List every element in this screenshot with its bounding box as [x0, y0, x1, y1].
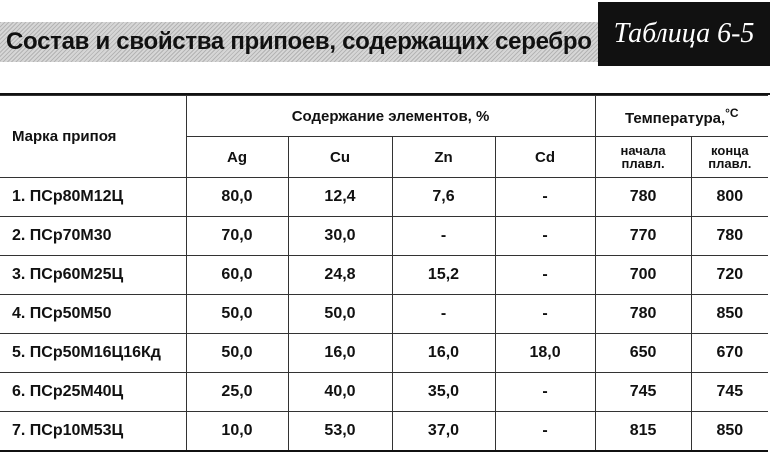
table-label: Таблица 6-5 — [598, 2, 770, 66]
cell-brand: 5. ПСр50М16Ц16Кд — [0, 334, 186, 373]
cell-cd: - — [495, 256, 595, 295]
cell-melt-end: 670 — [691, 334, 768, 373]
cell-melt-start: 780 — [595, 178, 691, 217]
cell-melt-end: 800 — [691, 178, 768, 217]
cell-melt-end: 780 — [691, 217, 768, 256]
cell-cu: 50,0 — [288, 295, 392, 334]
element-header-cu: Cu — [288, 137, 392, 178]
element-header-zn: Zn — [392, 137, 495, 178]
cell-zn: 15,2 — [392, 256, 495, 295]
cell-ag: 50,0 — [186, 295, 288, 334]
cell-ag: 10,0 — [186, 412, 288, 452]
temperature-unit: °C — [725, 105, 739, 120]
cell-melt-end: 720 — [691, 256, 768, 295]
cell-melt-start: 700 — [595, 256, 691, 295]
cell-brand: 7. ПСр10М53Ц — [0, 412, 186, 452]
cell-zn: 7,6 — [392, 178, 495, 217]
cell-ag: 80,0 — [186, 178, 288, 217]
cell-cu: 12,4 — [288, 178, 392, 217]
cell-melt-end: 850 — [691, 295, 768, 334]
cell-brand: 1. ПСр80М12Ц — [0, 178, 186, 217]
brand-header: Марка припоя — [0, 96, 186, 178]
temperature-header — [595, 96, 768, 137]
melt-start-header — [595, 137, 691, 178]
cell-melt-start: 745 — [595, 373, 691, 412]
cell-zn: 37,0 — [392, 412, 495, 452]
table-row — [0, 412, 768, 452]
cell-zn: 35,0 — [392, 373, 495, 412]
element-header-ag: Ag — [186, 137, 288, 178]
cell-melt-start: 815 — [595, 412, 691, 452]
composition-header: Содержание элементов, % — [186, 96, 595, 137]
cell-cu: 30,0 — [288, 217, 392, 256]
melt-start-line-1: начала — [620, 143, 666, 158]
cell-melt-start: 780 — [595, 295, 691, 334]
melt-start-line-2: плавл. — [621, 156, 665, 171]
cell-cu: 16,0 — [288, 334, 392, 373]
cell-ag: 50,0 — [186, 334, 288, 373]
cell-cd: 18,0 — [495, 334, 595, 373]
header-row-group — [0, 96, 768, 137]
cell-melt-end: 745 — [691, 373, 768, 412]
solder-table — [0, 95, 768, 452]
cell-cu: 40,0 — [288, 373, 392, 412]
cell-zn: 16,0 — [392, 334, 495, 373]
cell-cu: 53,0 — [288, 412, 392, 452]
cell-zn: - — [392, 217, 495, 256]
melt-end-line-1: конца — [711, 143, 749, 158]
melt-end-header — [691, 137, 768, 178]
cell-zn: - — [392, 295, 495, 334]
cell-cd: - — [495, 217, 595, 256]
cell-ag: 70,0 — [186, 217, 288, 256]
table-row — [0, 256, 768, 295]
cell-brand: 3. ПСр60М25Ц — [0, 256, 186, 295]
cell-melt-start: 770 — [595, 217, 691, 256]
cell-ag: 60,0 — [186, 256, 288, 295]
table-row — [0, 178, 768, 217]
cell-melt-start: 650 — [595, 334, 691, 373]
cell-cd: - — [495, 178, 595, 217]
table-row — [0, 217, 768, 256]
cell-brand: 2. ПСр70М30 — [0, 217, 186, 256]
cell-melt-end: 850 — [691, 412, 768, 452]
cell-brand: 4. ПСр50М50 — [0, 295, 186, 334]
temperature-header-text: Температура, — [625, 109, 726, 127]
cell-cd: - — [495, 295, 595, 334]
melt-end-line-2: плавл. — [708, 156, 752, 171]
cell-cu: 24,8 — [288, 256, 392, 295]
cell-brand: 6. ПСр25М40Ц — [0, 373, 186, 412]
table-row — [0, 295, 768, 334]
table-row — [0, 373, 768, 412]
cell-cd: - — [495, 412, 595, 452]
table-row — [0, 334, 768, 373]
element-header-cd: Cd — [495, 137, 595, 178]
cell-cd: - — [495, 373, 595, 412]
page-title: Состав и свойства припоев, содержащих серебро — [6, 28, 592, 55]
cell-ag: 25,0 — [186, 373, 288, 412]
